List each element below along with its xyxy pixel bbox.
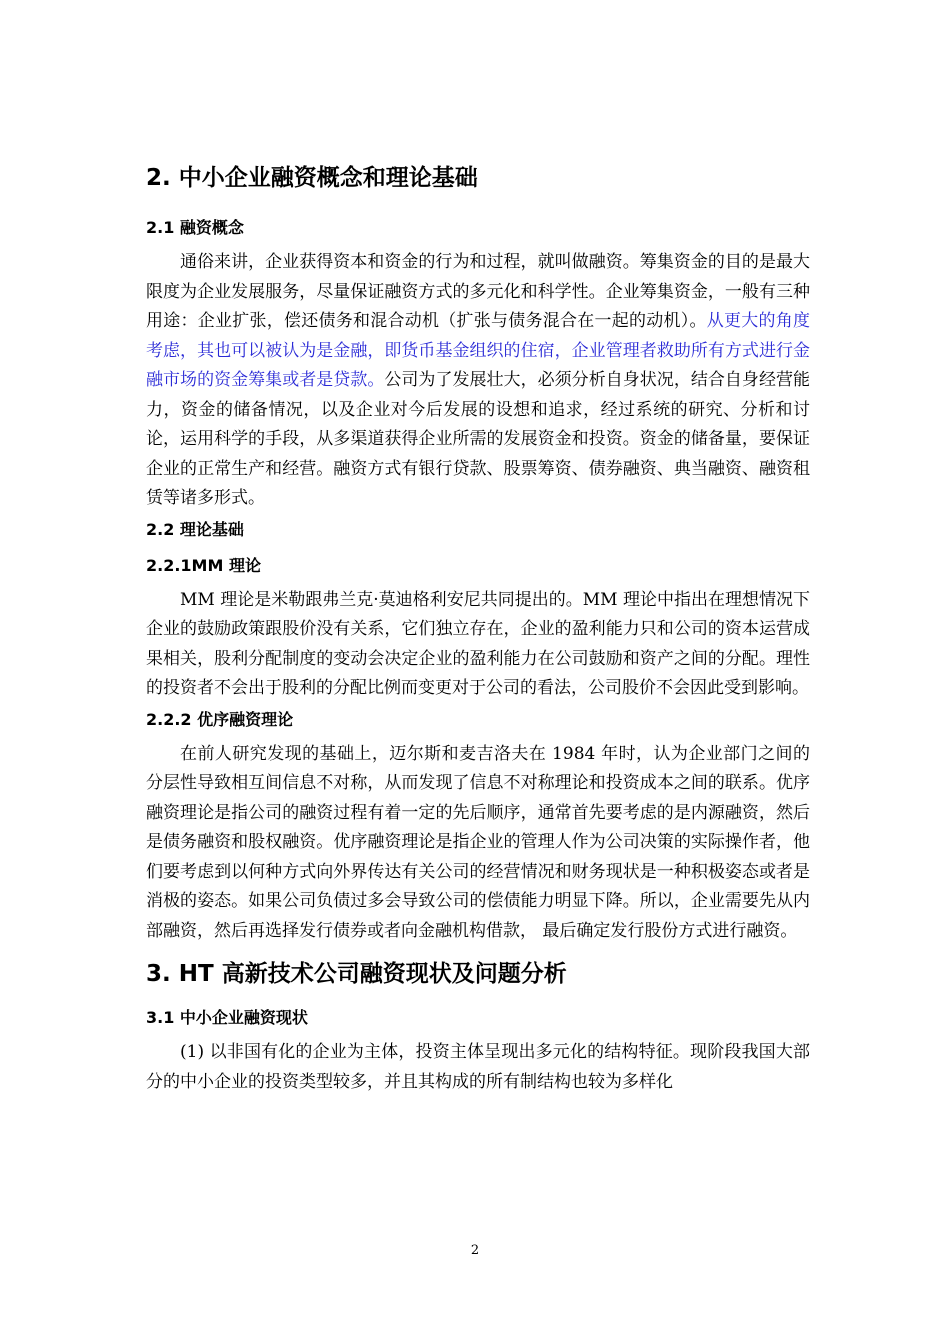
- section-2-title: 2. 中小企业融资概念和理论基础: [146, 165, 478, 191]
- section-2-2-2-heading: 2.2.2 优序融资理论: [146, 709, 294, 729]
- paragraph-text: 公司为了发展壮大，必须分析自身状况，结合自身经营能力，资金的储备情况，以及企业对今后发展的设想和追求，经过系统的研究、分析和讨论，运用科学的手段，从多渠道获得企业所需的发展资金和投资。资金的储备量，要保证企业的正常生产和经营。融资方式有银行贷款、股票筹资、债券融资、典当融资、融资租赁等诸多形式。: [146, 370, 811, 508]
- section-2-2-1-paragraph: MM 理论是米勒跟弗兰克·莫迪格利安尼共同提出的。MM 理论中指出在理想情况下企业的鼓励政策跟股价没有关系，它们独立存在，企业的盈利能力只和公司的资本运营成果相关，股利分配制度的变动会决定企业的盈利能力在公司鼓励和资产之间的分配。理性的投资者不会出于股利的分配比例而变更对于公司的看法，公司股价不会因此受到影响。: [146, 589, 810, 698]
- section-2-1-paragraph: [146, 248, 810, 514]
- spacer: [146, 946, 810, 954]
- section-3-1-heading: 3.1 中小企业融资现状: [146, 1008, 308, 1027]
- document-page: [146, 158, 810, 1097]
- section-3-title: 3. HT 高新技术公司融资现状及问题分析: [146, 961, 567, 987]
- paragraph-text: 通俗来讲，企业获得资本和资金的行为和过程，就叫做融资。筹集资金的目的是最大限度为企业发展服务，尽量保证融资方式的多元化和科学性。企业筹集资金，一般有三种用途：企业扩张，偿还债务和混合动机（扩张与债务混合在一起的动机）。: [146, 252, 810, 331]
- section-2-1-heading: 2.1 融资概念: [146, 218, 244, 237]
- spacer: [146, 198, 810, 212]
- section-2-2-1-heading: 2.2.1MM 理论: [146, 555, 261, 575]
- highlighted-text: 从更大的角度考虑，其也可以被认为是金融，即货币基金组织的住宿，企业管理者救助所有方式进行金融市场的资金筹集或者是贷款。: [146, 311, 810, 390]
- section-2-2-heading: 2.2 理论基础: [146, 519, 244, 539]
- section-2-2-2-paragraph: 在前人研究发现的基础上，迈尔斯和麦吉洛夫在 1984 年时，认为企业部门之间的分层性导致相互间信息不对称，从而发现了信息不对称理论和投资成本之间的联系。优序融资理论是指公司的融资过程有着一定的先后顺序，通常首先要考虑的是内源融资，然后是债务融资和股权融资。优序融资理论是指企业的管理人作为公司决策的实际操作者，他们要考虑到以何种方式向外界传达有关公司的经营情况和财务现状是一种积极姿态或者是消极的姿态。如果公司负债过多会导致公司的偿债能力明显下降。所以，企业需要先从内部融资，然后再选择发行债券或者向金融机构借款， 最后确定发行股份方式进行融资。: [146, 743, 810, 941]
- page-number: 2: [470, 1243, 480, 1258]
- spacer: [146, 994, 810, 1002]
- section-3-1-paragraph: (1) 以非国有化的企业为主体，投资主体呈现出多元化的结构特征。现阶段我国大部分的中小企业的投资类型较多，并且其构成的所有制结构也较为多样化: [146, 1042, 810, 1092]
